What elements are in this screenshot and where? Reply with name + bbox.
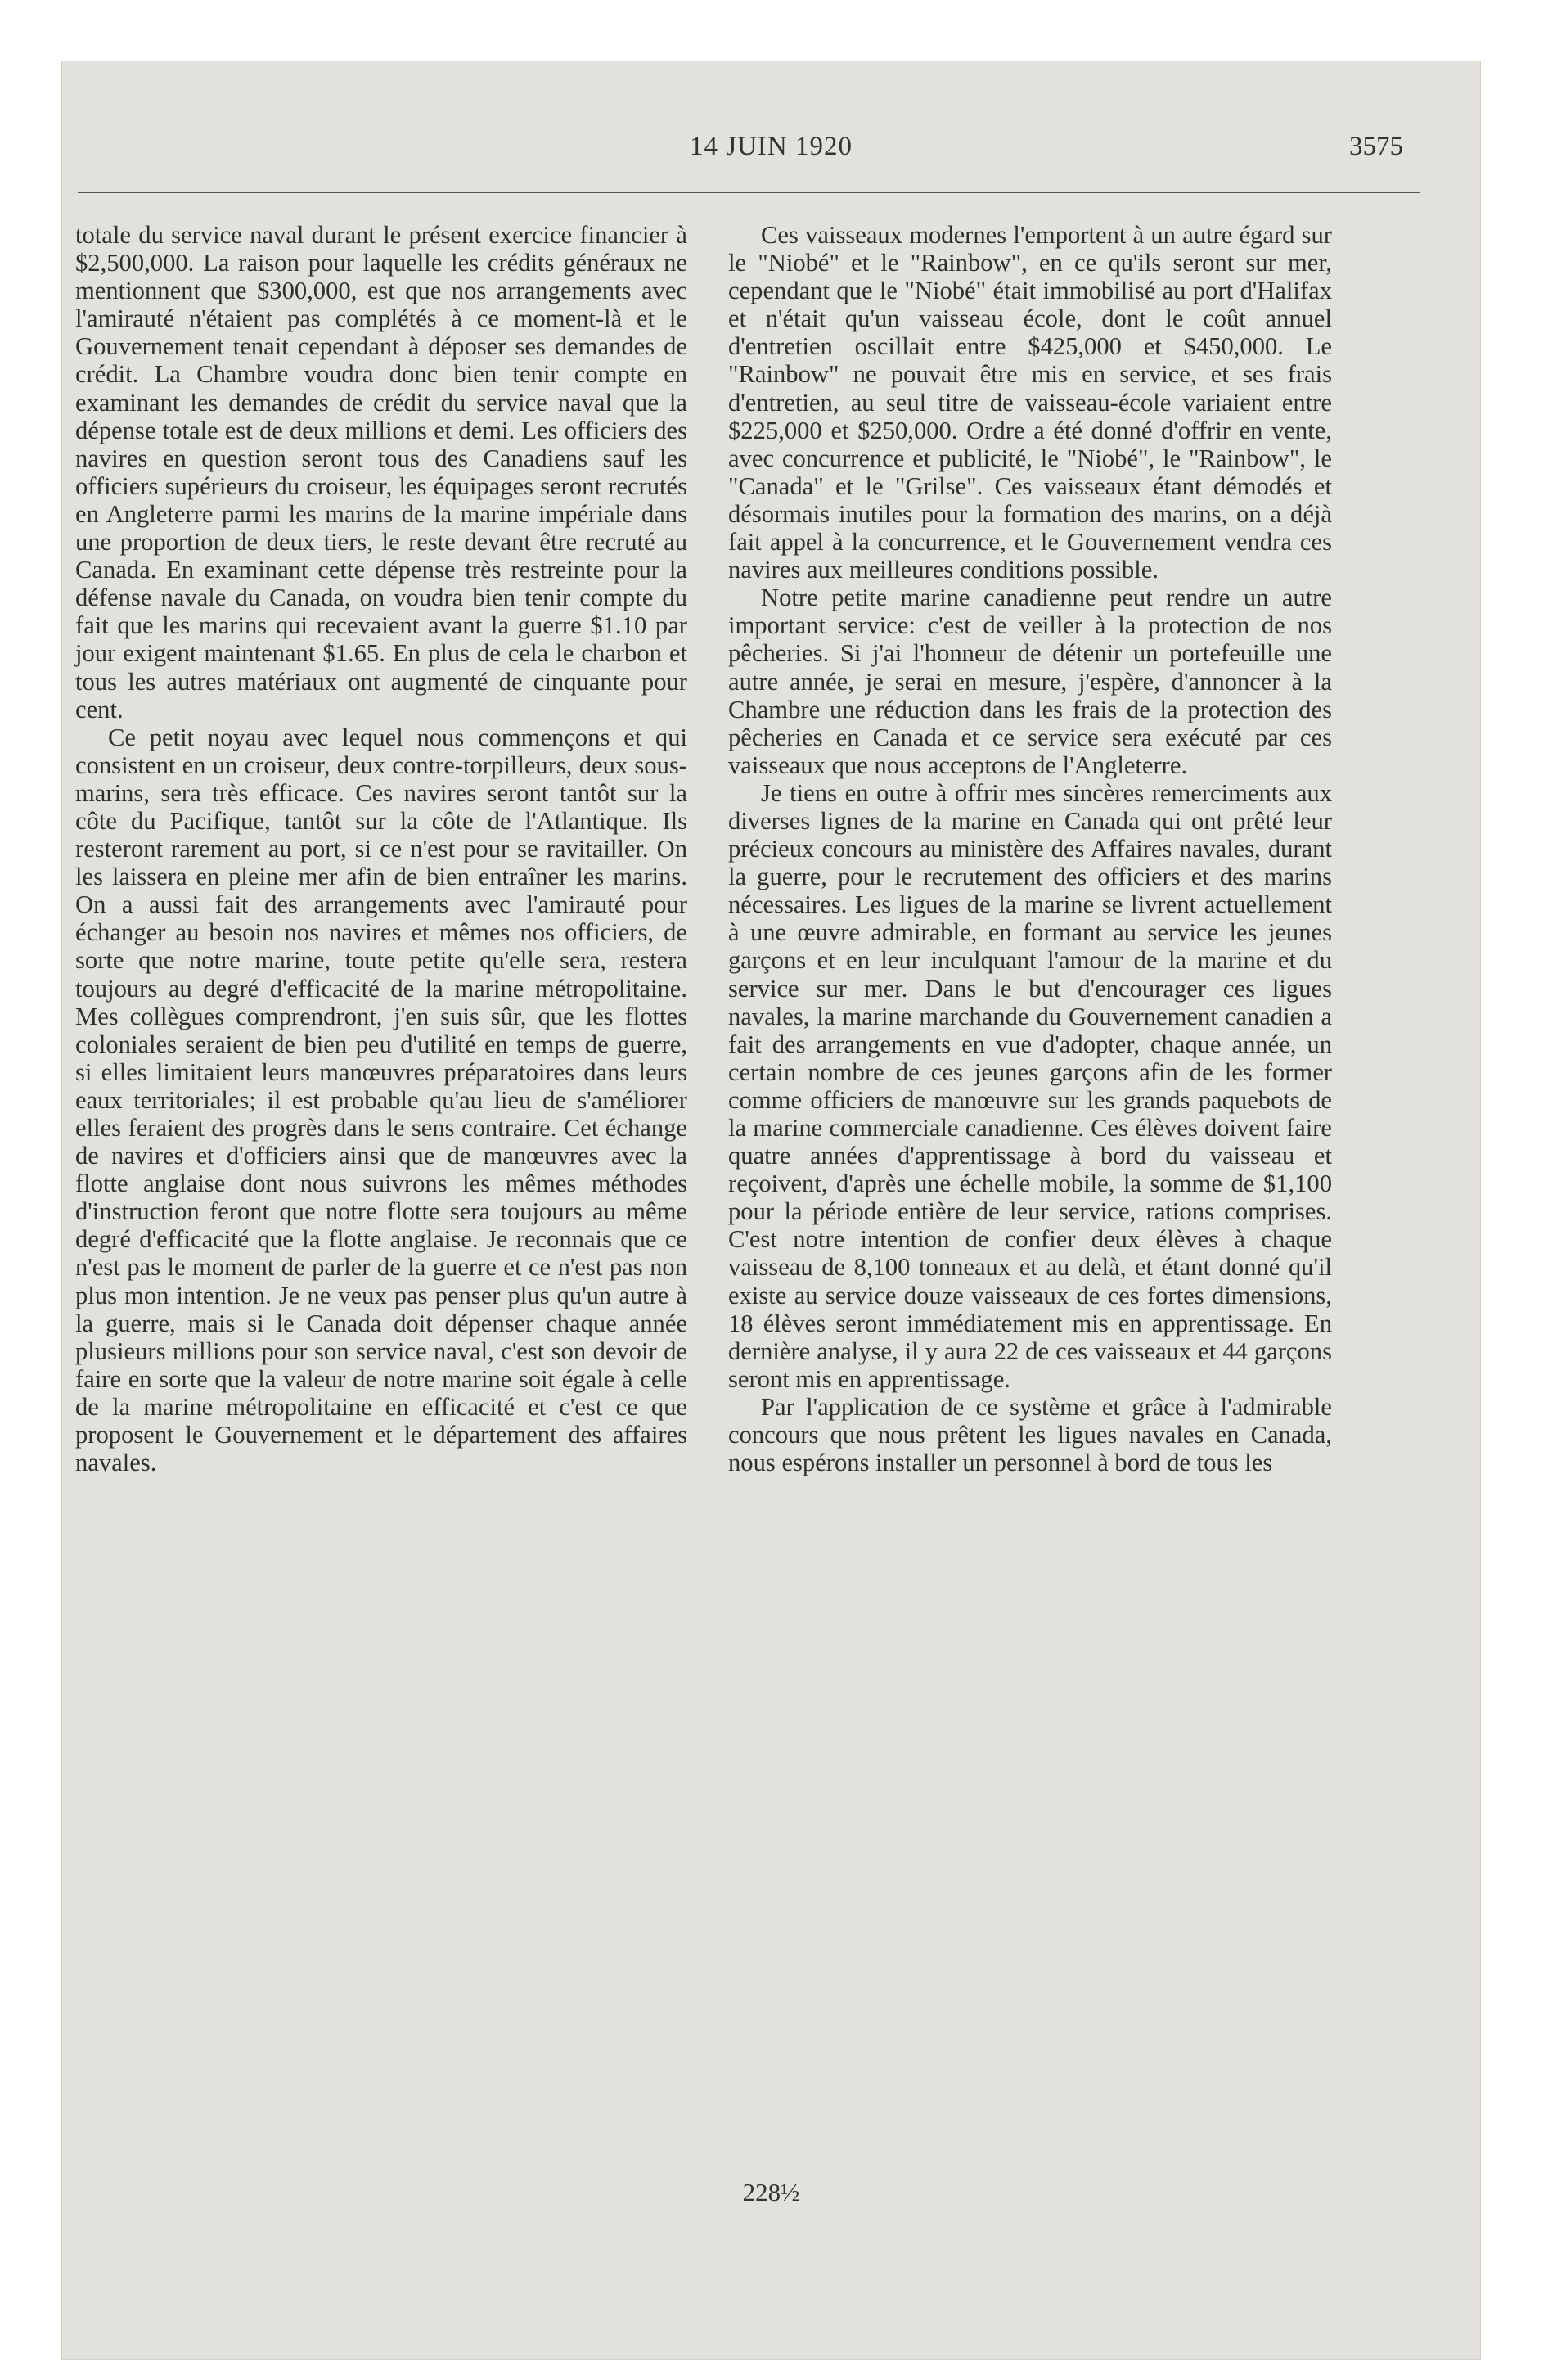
header-date: 14 JUIN 1920 <box>690 132 853 161</box>
signature-mark: 228½ <box>742 2178 800 2206</box>
left-paragraph-2: Ce petit noyau avec lequel nous commençons et qui consistent en un croiseur, deux contre-torpilleurs, deux sous-marins, sera très efficace. Ces navires seront tantôt sur la côte du Pacifique, tantôt sur la côte de l'Atlantique. Ils resteront rarement au port, si ce n'est pour se ravitailler. On les laissera en pleine mer afin de bien entraîner les marins. On a aussi fait des arrangements avec l'amirauté pour échanger au besoin nos navires et mêmes nos officiers, de sorte que notre marine, toute petite qu'elle sera, restera toujours au degré d'efficacité de la marine métropolitaine. Mes collègues comprendront, j'en suis sûr, que les flottes coloniales seraient de bien peu d'utilité en temps de guerre, si elles limitaient leurs manœuvres préparatoires dans leurs eaux territoriales; il est probable qu'au lieu de s'améliorer elles feraient des progrès dans le sens contraire. Cet échange de navires et d'officiers ainsi que de manœuvres avec la flotte anglaise dont nous suivrons les mêmes méthodes d'instruction feront que notre flotte sera toujours au même degré d'efficacité que la flotte anglaise. Je reconnais que ce n'est pas le moment de parler de la guerre et ce n'est pas non plus mon intention. Je ne veux pas penser plus qu'un autre à la guerre, mais si le Canada doit dépenser chaque année plusieurs millions pour son service naval, c'est son devoir de faire en sorte que la valeur de notre marine soit égale à celle de la marine métropolitaine en efficacité et c'est ce que proposent le Gouvernement et le département des affaires navales. <box>75 723 687 1477</box>
scanned-page <box>61 61 1481 2360</box>
header-page-number: 3575 <box>1349 132 1403 161</box>
header-rule <box>78 192 1420 193</box>
left-column <box>75 221 687 1476</box>
right-paragraph-2: Notre petite marine canadienne peut rendre un autre important service: c'est de veiller à la protection de nos pêcheries. Si j'ai l'honneur de détenir un portefeuille une autre année, je serai en mesure, j'espère, d'annoncer à la Chambre une réduction dans les frais de la protection des pêcheries en Canada et ce service sera exécuté par ces vaisseaux que nous acceptons de l'Angleterre. <box>728 584 1332 779</box>
right-column <box>728 221 1332 1476</box>
right-paragraph-1: Ces vaisseaux modernes l'emportent à un autre égard sur le "Niobé" et le "Rainbow", en ce qu'ils seront sur mer, cependant que le "Niobé" était immobilisé au port d'Halifax et n'était qu'un vaisseau école, dont le coût annuel d'entretien oscillait entre $425,000 et $450,000. Le "Rainbow" ne pouvait être mis en service, et ses frais d'entretien, au seul titre de vaisseau-école variaient entre $225,000 et $250,000. Ordre a été donné d'offrir en vente, avec concurrence et publicité, le "Niobé", le "Rainbow", le "Canada" et le "Grilse". Ces vaisseaux étant démodés et désormais inutiles pour la formation des marins, on a déjà fait appel à la concurrence, et le Gouvernement vendra ces navires aux meilleures conditions possible. <box>728 221 1332 584</box>
right-paragraph-3: Je tiens en outre à offrir mes sincères remerciments aux diverses lignes de la marine en Canada qui ont prêté leur précieux concours au ministère des Affaires navales, durant la guerre, pour le recrutement des officiers et des marins nécessaires. Les ligues de la marine se livrent actuellement à une œuvre admirable, en formant au service les jeunes garçons et en leur inculquant l'amour de la marine et du service sur mer. Dans le but d'encourager ces ligues navales, la marine marchande du Gouvernement canadien a fait des arrangements en vue d'adopter, chaque année, un certain nombre de ces jeunes garçons afin de les former comme officiers de manœuvre sur les grands paquebots de la marine commerciale canadienne. Ces élèves doivent faire quatre années d'apprentissage à bord du vaisseau et reçoivent, d'après une échelle mobile, la somme de $1,100 pour la période entière de leur service, rations comprises. C'est notre intention de confier deux élèves à chaque vaisseau de 8,100 tonneaux et au delà, et étant donné qu'il existe au service douze vaisseaux de ces fortes dimensions, 18 élèves seront immédiatement mis en apprentissage. En dernière analyse, il y aura 22 de ces vaisseaux et 44 garçons seront mis en apprentissage. <box>728 778 1332 1393</box>
right-paragraph-4: Par l'application de ce système et grâce à l'admirable concours que nous prêtent les ligues navales en Canada, nous espérons installer un personnel à bord de tous les <box>728 1392 1332 1477</box>
left-paragraph-1: totale du service naval durant le présent exercice financier à $2,500,000. La raison pour laquelle les crédits généraux ne mentionnent que $300,000, est que nos arrangements avec l'amirauté n'étaient pas complétés à ce moment-là et le Gouvernement tenait cependant à déposer ses demandes de crédit. La Chambre voudra donc bien tenir compte en examinant les demandes de crédit du service naval que la dépense totale est de deux millions et demi. Les officiers des navires en question seront tous des Canadiens sauf les officiers supérieurs du croiseur, les équipages seront recrutés en Angleterre parmi les marins de la marine impériale dans une proportion de deux tiers, le reste devant être recruté au Canada. En examinant cette dépense très restreinte pour la défense navale du Canada, on voudra bien tenir compte du fait que les marins qui recevaient avant la guerre $1.10 par jour exigent maintenant $1.65. En plus de cela le charbon et tous les autres matériaux ont augmenté de cinquante pour cent. <box>75 221 687 723</box>
page-header <box>61 132 1481 181</box>
